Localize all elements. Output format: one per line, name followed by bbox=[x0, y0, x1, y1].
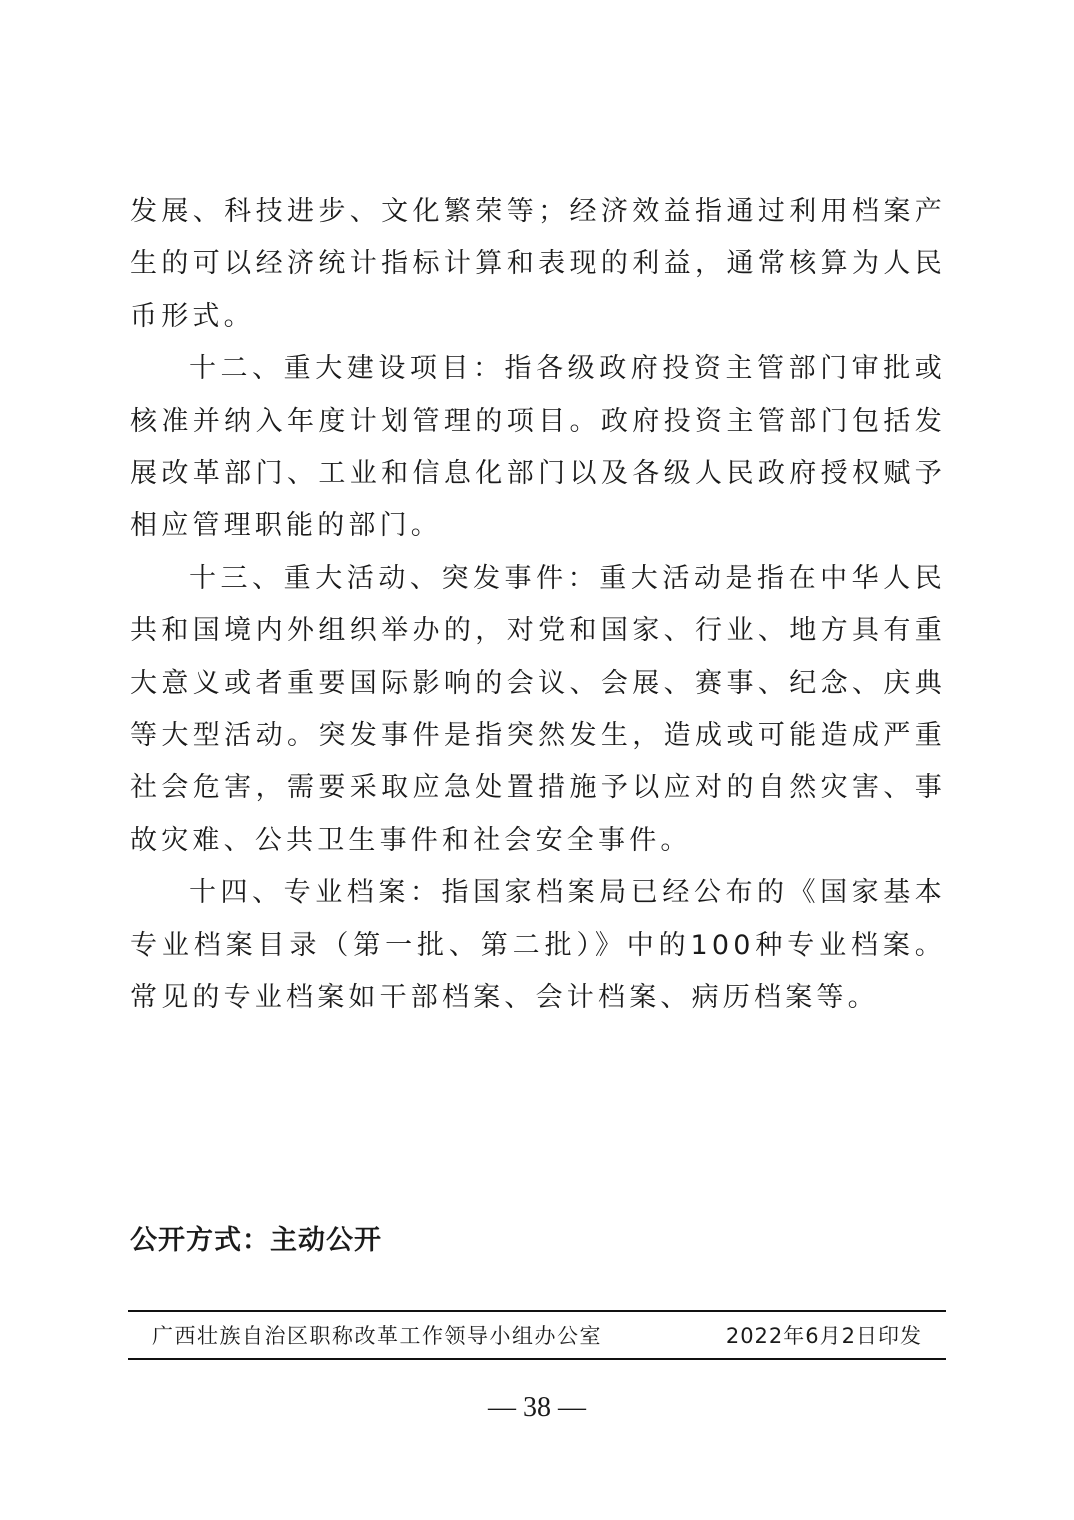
disclosure-method: 公开方式：主动公开 bbox=[130, 1225, 382, 1256]
document-body bbox=[130, 186, 946, 1025]
paragraph-continued: 发展、科技进步、文化繁荣等；经济效益指通过利用档案产生的可以经济统计指标计算和表现的利益，通常核算为人民币形式。 bbox=[130, 196, 946, 332]
page-number: — 38 — bbox=[488, 1392, 586, 1423]
paragraph-item-12: 十二、重大建设项目：指各级政府投资主管部门审批或核准并纳入年度计划管理的项目。政府投资主管部门包括发展改革部门、工业和信息化部门以及各级人民政府授权赋予相应管理职能的部门。 bbox=[130, 353, 946, 542]
footer-bottom-rule bbox=[128, 1358, 946, 1360]
issuing-office: 广西壮族自治区职称改革工作领导小组办公室 bbox=[152, 1324, 602, 1348]
paragraph-item-13: 十三、重大活动、突发事件：重大活动是指在中华人民共和国境内外组织举办的，对党和国家、行业、地方具有重大意义或者重要国际影响的会议、会展、赛事、纪念、庆典等大型活动。突发事件是指突然发生，造成或可能造成严重社会危害，需要采取应急处置措施予以应对的自然灾害、事故灾难、公共卫生事件和社会安全事件。 bbox=[130, 562, 946, 856]
paragraph-item-14: 十四、专业档案：指国家档案局已经公布的《国家基本专业档案目录（第一批、第二批）》中的100种专业档案。常见的专业档案如干部档案、会计档案、病历档案等。 bbox=[130, 877, 946, 1014]
footer-top-rule bbox=[128, 1310, 946, 1312]
print-date: 2022年6月2日印发 bbox=[725, 1324, 922, 1348]
